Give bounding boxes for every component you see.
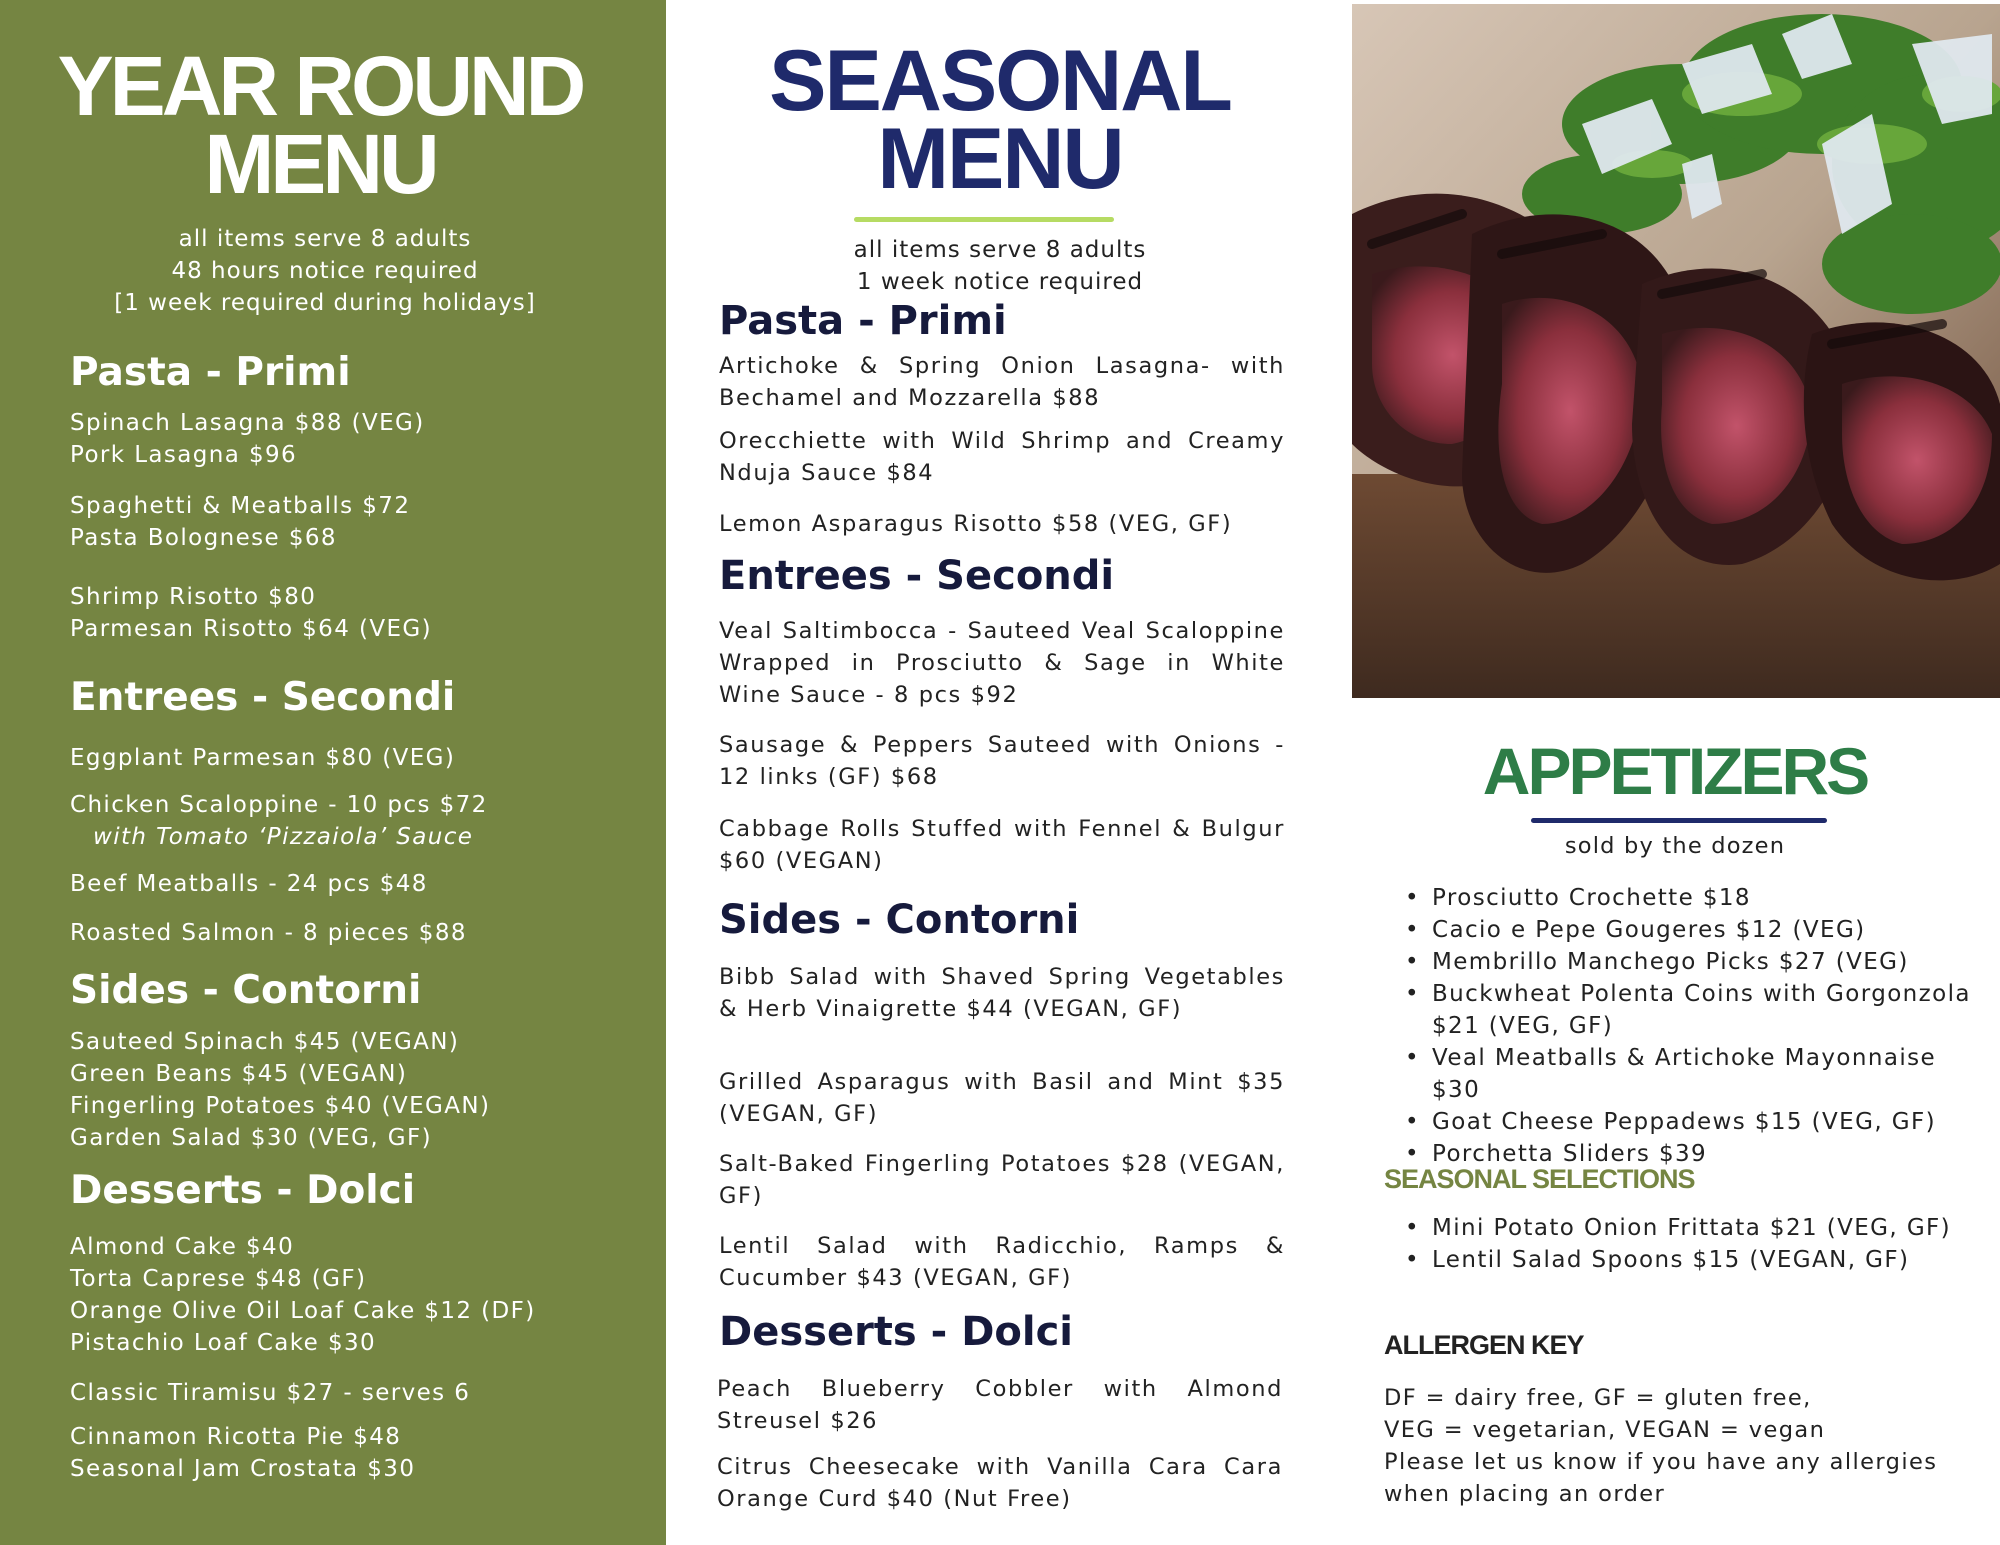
s-desserts-heading: Desserts - Dolci — [719, 1309, 1074, 1355]
seasonal-panel — [666, 0, 1350, 1545]
s-sides-heading: Sides - Contorni — [719, 897, 1080, 943]
list-item: • Prosciutto Crochette $18 — [1391, 882, 1991, 914]
yr-pasta-heading: Pasta - Primi — [70, 350, 351, 395]
menu-item-note: with Tomato ‘Pizzaiola’ Sauce — [93, 824, 474, 850]
menu-item: Beef Meatballs - 24 pcs $48 — [70, 871, 428, 897]
menu-item: Cinnamon Ricotta Pie $48 — [70, 1424, 402, 1450]
menu-item: Almond Cake $40 — [70, 1234, 295, 1260]
seasonal-note: all items serve 8 adults — [853, 237, 1147, 263]
menu-item: Lentil Salad with Radicchio, Ramps & Cucumber $43 (VEGAN, GF) — [719, 1233, 1285, 1291]
menu-item: Orange Olive Oil Loaf Cake $12 (DF) — [70, 1298, 536, 1324]
appetizers-title: APPETIZERS — [1482, 734, 1868, 808]
menu-item: Peach Blueberry Cobbler with Almond Streusel $26 — [717, 1376, 1283, 1434]
allergen-line: VEG = vegetarian, VEGAN = vegan — [1384, 1417, 1826, 1443]
appetizers-underline — [1531, 818, 1827, 823]
menu-item: Roasted Salmon - 8 pieces $88 — [70, 920, 467, 946]
yr-desserts-heading: Desserts - Dolci — [70, 1168, 416, 1213]
seasonal-title-line1: SEASONAL — [769, 33, 1231, 129]
year-round-note: [1 week required during holidays] — [114, 290, 536, 316]
yr-sides-heading: Sides - Contorni — [70, 968, 422, 1013]
allergen-line: when placing an order — [1384, 1481, 1666, 1507]
s-entrees-heading: Entrees - Secondi — [719, 553, 1115, 599]
menu-item: Grilled Asparagus with Basil and Mint $35 (VEGAN, GF) — [719, 1069, 1285, 1127]
appetizers-panel — [1350, 0, 2000, 1545]
list-item: • Porchetta Sliders $39 — [1391, 1138, 1991, 1170]
menu-item: Veal Saltimbocca - Sauteed Veal Scaloppine Wrapped in Prosciutto & Sage in White Wine Sauce - 8 pcs $92 — [719, 618, 1285, 708]
seasonal-selections-heading: SEASONAL SELECTIONS — [1384, 1164, 1695, 1194]
list-item: • Lentil Salad Spoons $15 (VEGAN, GF) — [1391, 1244, 1991, 1276]
list-item: • Membrillo Manchego Picks $27 (VEG) — [1391, 946, 1991, 978]
menu-item: Parmesan Risotto $64 (VEG) — [70, 616, 432, 642]
allergen-line: DF = dairy free, GF = gluten free, — [1384, 1385, 1812, 1411]
menu-item: Seasonal Jam Crostata $30 — [70, 1456, 416, 1482]
menu-item: Green Beans $45 (VEGAN) — [70, 1061, 408, 1087]
yr-entrees-heading: Entrees - Secondi — [70, 675, 456, 720]
menu-item: Bibb Salad with Shaved Spring Vegetables & Herb Vinaigrette $44 (VEGAN, GF) — [719, 964, 1285, 1022]
menu-item: Garden Salad $30 (VEG, GF) — [70, 1125, 433, 1151]
allergen-key-heading: ALLERGEN KEY — [1384, 1330, 1584, 1360]
menu-item: Chicken Scaloppine - 10 pcs $72 — [70, 792, 488, 818]
menu-item: Pork Lasagna $96 — [70, 442, 298, 468]
menu-item: Pistachio Loaf Cake $30 — [70, 1330, 377, 1356]
year-round-title-line1: YEAR ROUND — [57, 39, 583, 133]
year-round-note: 48 hours notice required — [171, 258, 479, 284]
menu-item: Salt-Baked Fingerling Potatoes $28 (VEGAN, GF) — [719, 1151, 1285, 1209]
seasonal-title-line2: MENU — [877, 111, 1123, 207]
appetizers-subtitle: sold by the dozen — [1564, 833, 1786, 859]
seasonal-selections-list — [1391, 1212, 1991, 1276]
menu-item: Pasta Bolognese $68 — [70, 525, 337, 551]
title-underline — [854, 217, 1114, 222]
allergen-line: Please let us know if you have any allergies — [1384, 1449, 1938, 1475]
menu-item: Lemon Asparagus Risotto $58 (VEG, GF) — [719, 511, 1233, 537]
menu-item: Sausage & Peppers Sauteed with Onions - 12 links (GF) $68 — [719, 732, 1285, 790]
list-item: • Cacio e Pepe Gougeres $12 (VEG) — [1391, 914, 1991, 946]
s-pasta-heading: Pasta - Primi — [719, 298, 1007, 344]
year-round-note: all items serve 8 adults — [178, 226, 472, 252]
list-item: • Goat Cheese Peppadews $15 (VEG, GF) — [1391, 1106, 1991, 1138]
list-item: • Veal Meatballs & Artichoke Mayonnaise $30 — [1391, 1042, 1991, 1106]
list-item: • Mini Potato Onion Frittata $21 (VEG, GF) — [1391, 1212, 1991, 1244]
menu-item: Classic Tiramisu $27 - serves 6 — [70, 1380, 471, 1406]
menu-item: Spinach Lasagna $88 (VEG) — [70, 410, 425, 436]
menu-item: Orecchiette with Wild Shrimp and Creamy Nduja Sauce $84 — [719, 428, 1285, 486]
year-round-panel — [0, 0, 666, 1545]
seasonal-note: 1 week notice required — [856, 269, 1144, 295]
menu-item: Citrus Cheesecake with Vanilla Cara Cara Orange Curd $40 (Nut Free) — [717, 1454, 1283, 1512]
menu-item: Sauteed Spinach $45 (VEGAN) — [70, 1029, 460, 1055]
menu-item: Shrimp Risotto $80 — [70, 584, 317, 610]
menu-item: Fingerling Potatoes $40 (VEGAN) — [70, 1093, 491, 1119]
year-round-title-line2: MENU — [204, 117, 436, 211]
menu-item: Cabbage Rolls Stuffed with Fennel & Bulgur $60 (VEGAN) — [719, 816, 1285, 874]
menu-item: Torta Caprese $48 (GF) — [70, 1266, 367, 1292]
appetizer-list — [1391, 882, 1991, 1170]
menu-item: Eggplant Parmesan $80 (VEG) — [70, 745, 456, 771]
menu-item: Artichoke & Spring Onion Lasagna- with Bechamel and Mozzarella $88 — [719, 353, 1285, 411]
menu-item: Spaghetti & Meatballs $72 — [70, 493, 411, 519]
list-item: • Buckwheat Polenta Coins with Gorgonzola $21 (VEG, GF) — [1391, 978, 1991, 1042]
